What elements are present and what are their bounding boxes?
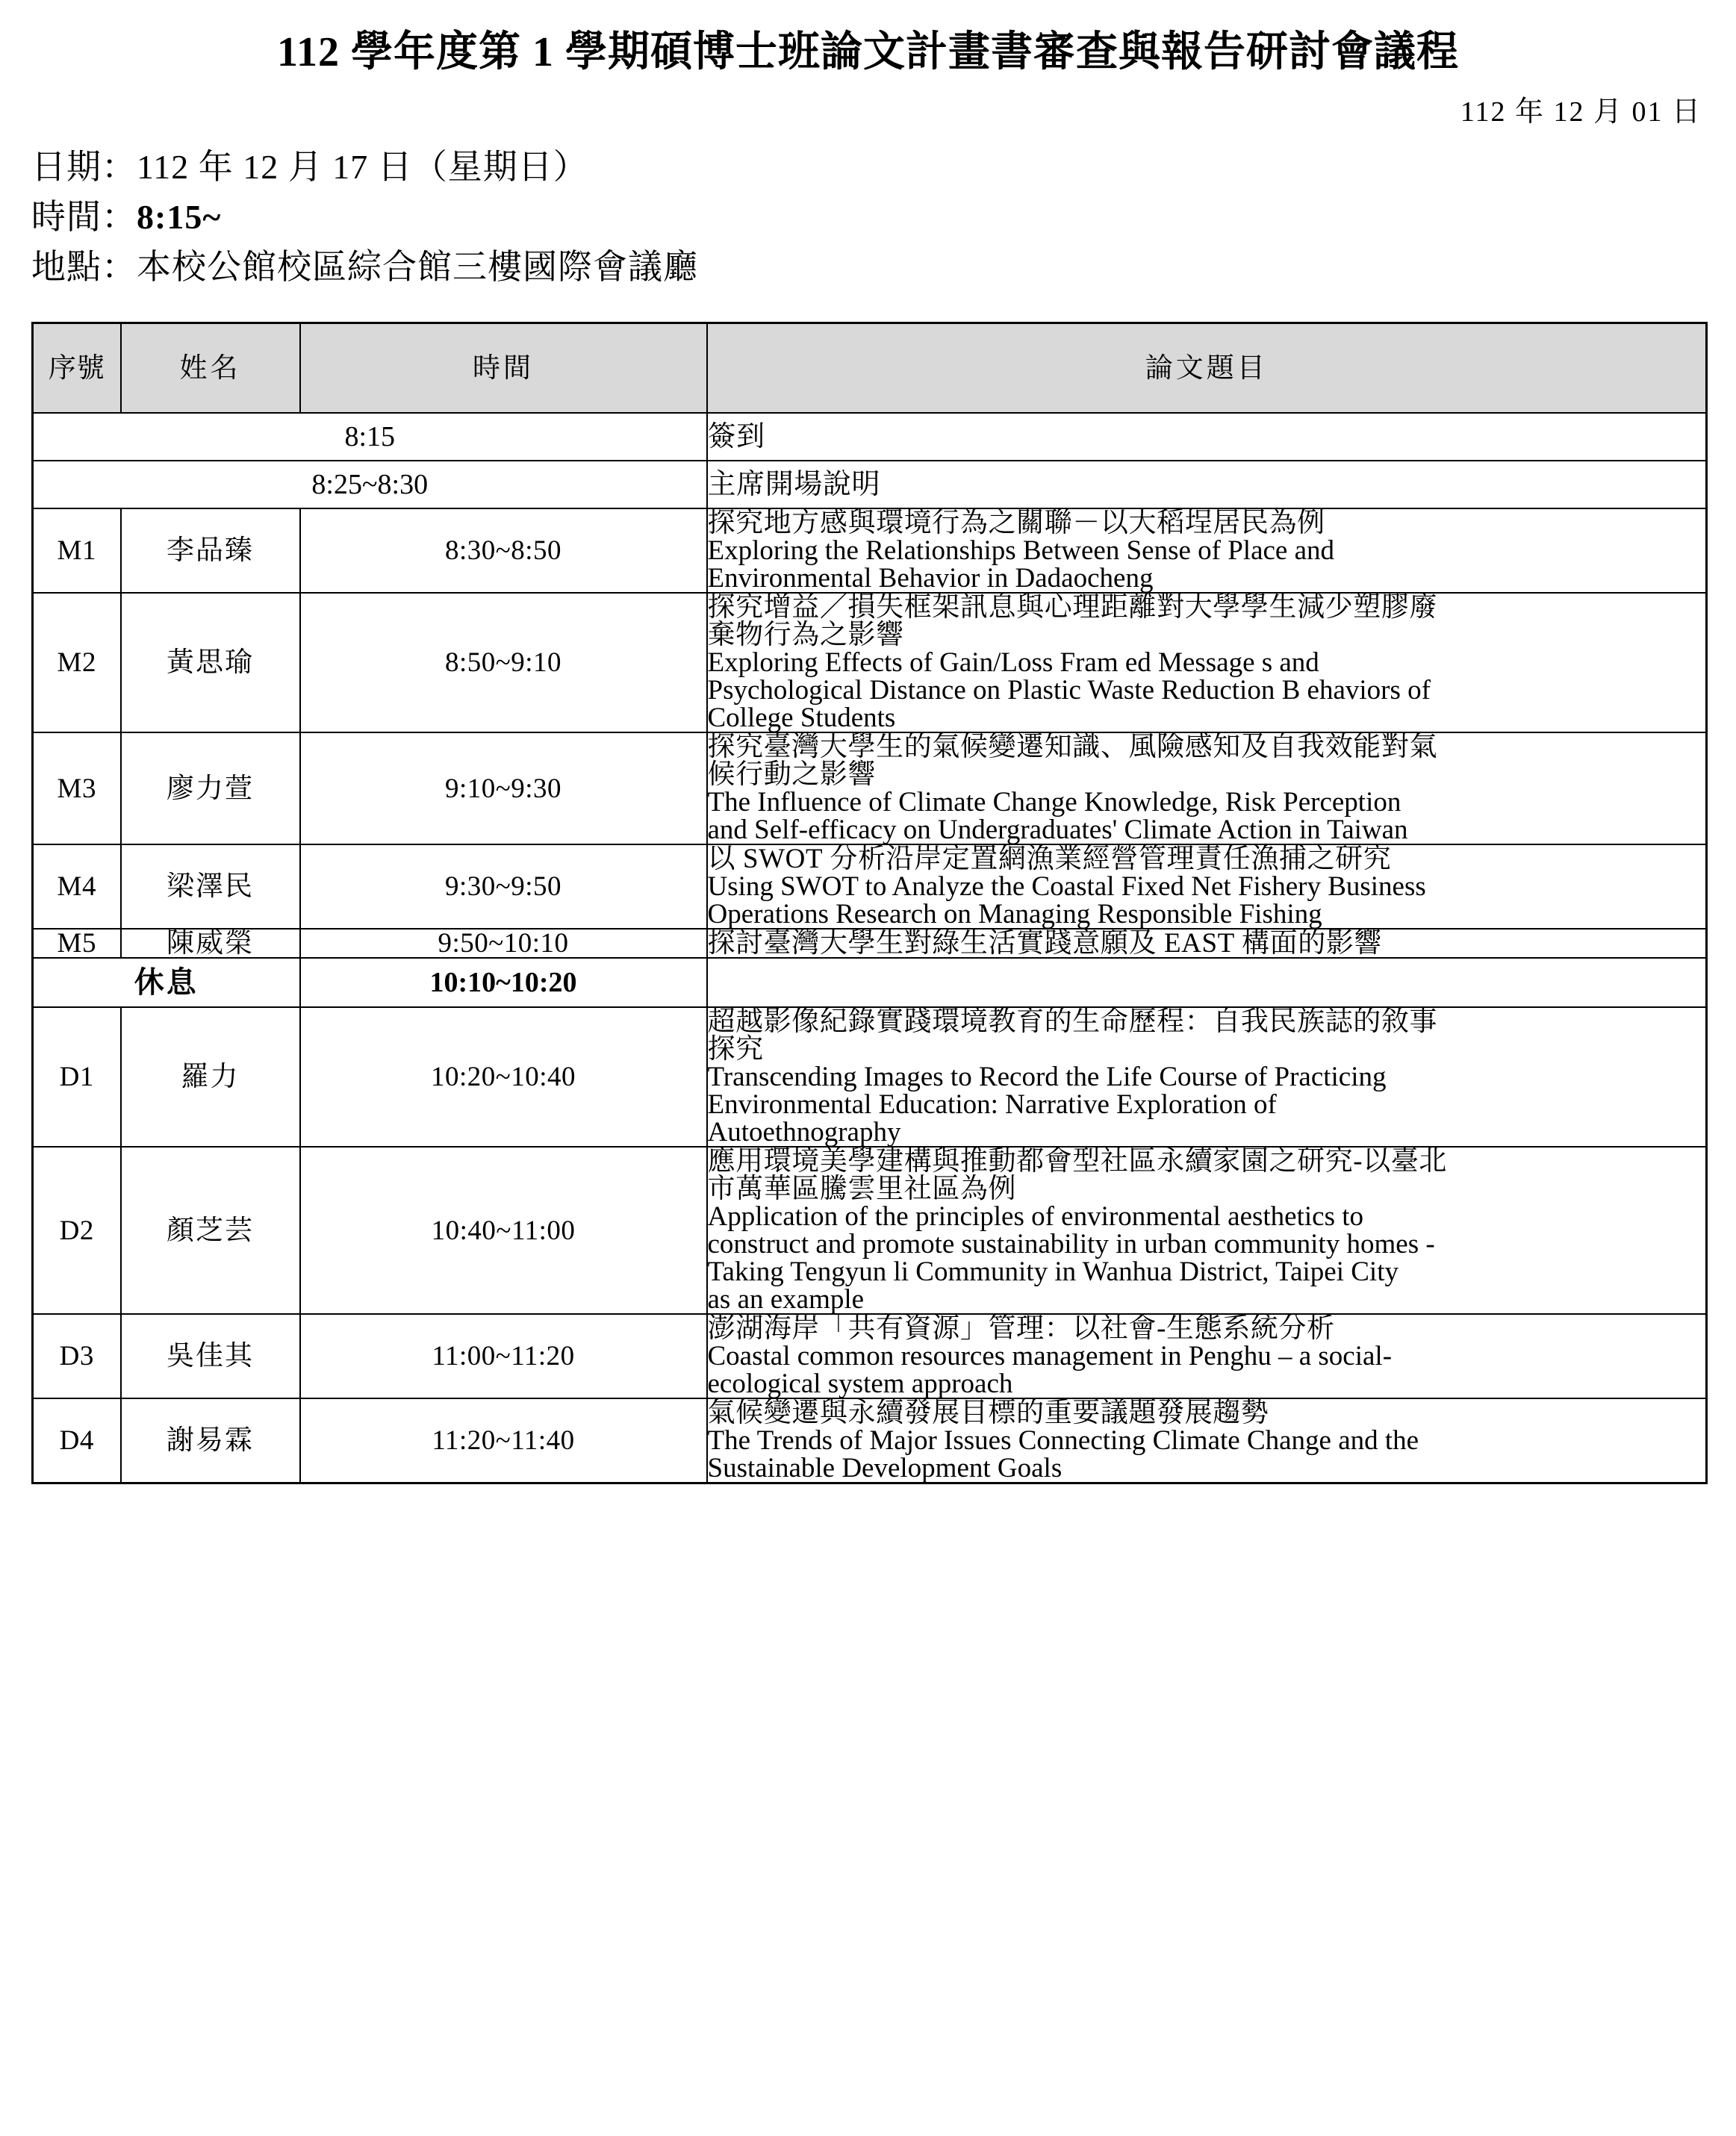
cell-seq: D3	[33, 1314, 121, 1398]
title-line: Exploring Effects of Gain/Loss Fram ed Message s and	[707, 647, 1319, 679]
cell-time: 10:10~10:20	[300, 958, 707, 1007]
title-line: College Students	[707, 703, 896, 734]
title-line: 主席開場說明	[707, 469, 881, 501]
title-line: 氣候變遷與永續發展目標的重要議題發展趨勢	[707, 1398, 1269, 1429]
title-line: Taking Tengyun li Community in Wanhua District, Taipei City	[707, 1257, 1399, 1288]
cell-time: 8:30~8:50	[300, 508, 707, 593]
cell-name: 顏芝芸	[121, 1147, 300, 1314]
title-line: Operations Research on Managing Responsible Fishing	[707, 899, 1322, 930]
title-line: Exploring the Relationships Between Sense of Place and	[707, 535, 1335, 567]
title-line: as an example	[707, 1284, 865, 1315]
table-row	[33, 413, 1707, 461]
meta-place-value: 本校公館校區綜合館三樓國際會議廳	[137, 247, 698, 286]
meta-date-label: 日期：	[31, 148, 137, 187]
table-row	[33, 1314, 1707, 1398]
title-line: Psychological Distance on Plastic Waste Reduction B ehaviors of	[707, 675, 1431, 706]
cell-time: 9:50~10:10	[300, 929, 707, 958]
title-line: 應用環境美學建構與推動都會型社區永續家園之研究-以臺北	[707, 1146, 1448, 1177]
cell-time: 9:30~9:50	[300, 844, 707, 929]
cell-title	[707, 461, 1707, 508]
table-header-row	[33, 323, 1707, 414]
column-header-title: 論文題目	[707, 323, 1707, 414]
cell-seq: D4	[33, 1398, 121, 1483]
title-line: Coastal common resources management in Penghu – a social-	[707, 1341, 1393, 1372]
meta-date-value: 112 年 12 月 17 日（星期日）	[137, 148, 588, 187]
title-line: 棄物行為之影響	[707, 620, 904, 651]
cell-seq: M5	[33, 929, 121, 958]
cell-time: 10:20~10:40	[300, 1007, 707, 1147]
cell-title	[707, 593, 1707, 732]
cell-title	[707, 508, 1707, 593]
cell-seq: D2	[33, 1147, 121, 1314]
cell-name: 廖力萱	[121, 732, 300, 844]
title-line: Environmental Education: Narrative Exploration of	[707, 1089, 1277, 1121]
title-line: Application of the principles of environmental aesthetics to	[707, 1201, 1363, 1233]
table-row	[33, 844, 1707, 929]
title-line: 以 SWOT 分析沿岸定置網漁業經營管理責任漁捕之研究	[707, 844, 1392, 875]
meta-place-line	[31, 243, 1706, 293]
title-line: 澎湖海岸「共有資源」管理：以社會-生態系統分析	[707, 1313, 1335, 1345]
cell-title	[707, 413, 1707, 461]
issue-date: 112 年 12 月 01 日	[1460, 96, 1702, 128]
cell-time: 8:25~8:30	[33, 461, 707, 508]
meta-date-line	[31, 143, 1706, 193]
cell-title	[707, 1398, 1707, 1483]
cell-time: 9:10~9:30	[300, 732, 707, 844]
table-row	[33, 461, 1707, 508]
agenda-table-body	[33, 413, 1707, 1483]
cell-seq: M2	[33, 593, 121, 732]
title-line: Sustainable Development Goals	[707, 1453, 1063, 1484]
table-row	[33, 1007, 1707, 1147]
cell-seq: M3	[33, 732, 121, 844]
cell-title	[707, 1007, 1707, 1147]
title-line: construct and promote sustainability in urban community homes -	[707, 1229, 1435, 1260]
break-label: 休息	[33, 958, 300, 1007]
table-row	[33, 929, 1707, 958]
table-row	[33, 732, 1707, 844]
cell-time: 11:20~11:40	[300, 1398, 707, 1483]
cell-title	[707, 929, 1707, 958]
meta-time-label: 時間：	[31, 198, 137, 236]
cell-seq: D1	[33, 1007, 121, 1147]
cell-title	[707, 844, 1707, 929]
title-line: 探究地方感與環境行為之關聯－以大稻埕居民為例	[707, 508, 1325, 539]
title-line: and Self-efficacy on Undergraduates' Climate Action in Taiwan	[707, 815, 1408, 846]
title-line: 簽到	[707, 421, 765, 453]
title-line: ecological system approach	[707, 1369, 1013, 1400]
title-line: 探究臺灣大學生的氣候變遷知識、風險感知及自我效能對氣	[707, 732, 1438, 763]
meta-time-line	[31, 193, 1706, 243]
meta-time-value: 8:15~	[137, 198, 222, 236]
cell-name: 黃思瑜	[121, 593, 300, 732]
meta-place-label: 地點：	[31, 247, 137, 286]
column-header-name: 姓名	[121, 323, 300, 414]
cell-name: 梁澤民	[121, 844, 300, 929]
cell-name: 謝易霖	[121, 1398, 300, 1483]
title-line: 探究增益／損失框架訊息與心理距離對大學學生減少塑膠廢	[707, 592, 1438, 623]
title-line: Transcending Images to Record the Life Course of Practicing	[707, 1062, 1387, 1093]
meeting-meta	[30, 129, 1706, 292]
title-line: 候行動之影響	[707, 759, 877, 791]
cell-title	[707, 732, 1707, 844]
cell-title	[707, 1314, 1707, 1398]
agenda-table	[31, 322, 1708, 1484]
cell-name: 陳威榮	[121, 929, 300, 958]
column-header-seq: 序號	[33, 323, 121, 414]
title-line: The Influence of Climate Change Knowledge, Risk Perception	[707, 787, 1401, 818]
cell-time: 11:00~11:20	[300, 1314, 707, 1398]
title-line: The Trends of Major Issues Connecting Climate Change and the	[707, 1425, 1419, 1457]
cell-time: 10:40~11:00	[300, 1147, 707, 1314]
title-line: 探討臺灣大學生對綠生活實踐意願及 EAST 構面的影響	[707, 928, 1383, 959]
cell-title	[707, 958, 1707, 1007]
cell-seq: M4	[33, 844, 121, 929]
cell-time: 8:15	[33, 413, 707, 461]
cell-seq: M1	[33, 508, 121, 593]
title-line: Environmental Behavior in Dadaocheng	[707, 563, 1154, 594]
table-row	[33, 1147, 1707, 1314]
table-row	[33, 1398, 1707, 1483]
table-row	[33, 508, 1707, 593]
cell-name: 李品臻	[121, 508, 300, 593]
cell-time: 8:50~9:10	[300, 593, 707, 732]
title-line: 探究	[707, 1034, 764, 1065]
title-line: 超越影像紀錄實踐環境教育的生命歷程：自我民族誌的敘事	[707, 1006, 1438, 1038]
cell-name: 吳佳其	[121, 1314, 300, 1398]
agenda-table-head	[33, 323, 1707, 414]
title-line: Using SWOT to Analyze the Coastal Fixed Net Fishery Business	[707, 871, 1426, 903]
table-row-break	[33, 958, 1707, 1007]
cell-title	[707, 1147, 1707, 1314]
agenda-table-wrap	[30, 292, 1706, 1484]
title-line: 市萬華區騰雲里社區為例	[707, 1174, 1017, 1205]
table-row	[33, 593, 1707, 732]
cell-name: 羅力	[121, 1007, 300, 1147]
title-line: Autoethnography	[707, 1117, 901, 1148]
column-header-time: 時間	[300, 323, 707, 414]
page-title: 112 學年度第 1 學期碩博士班論文計畫書審查與報告研討會議程	[277, 29, 1459, 75]
